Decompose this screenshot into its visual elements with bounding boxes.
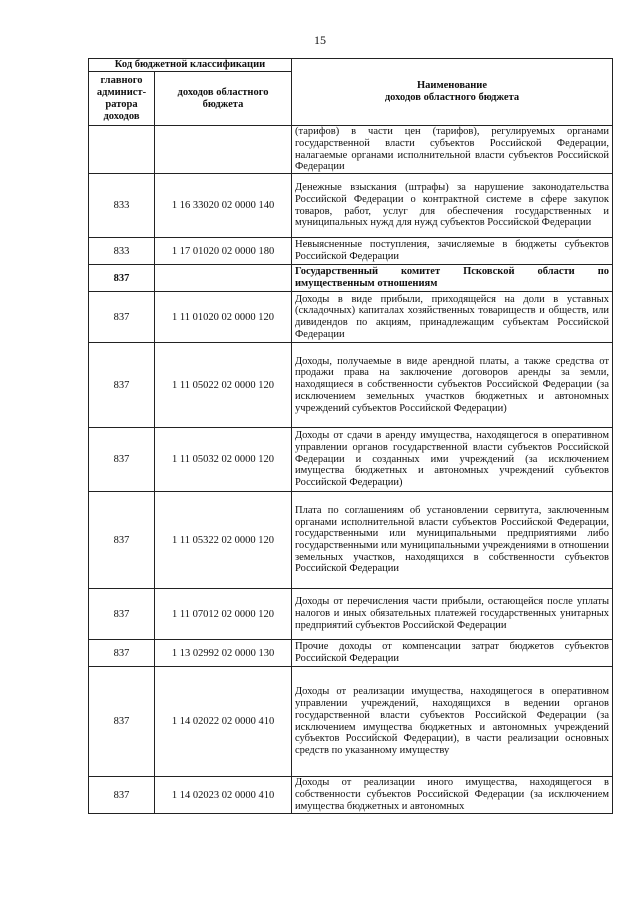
table-row: [89, 292, 613, 343]
table-row: [89, 238, 613, 265]
admin-code-cell: 833: [89, 238, 155, 265]
table-row: [89, 667, 613, 777]
income-code-cell: 1 17 01020 02 0000 180: [155, 238, 292, 265]
income-name-cell: Доходы, получаемые в виде арендной платы, а также средства от продажи права на заключение договоров аренды за земли, находящиеся в собственности субъектов Российской Федерации (за исключением земельных участков бюджетных и автономных учреждений субъектов Российской Федерации): [292, 343, 613, 428]
admin-code-cell: 837: [89, 265, 155, 292]
admin-code-cell: 833: [89, 174, 155, 238]
income-code-cell: 1 11 07012 02 0000 120: [155, 589, 292, 640]
table-row: [89, 265, 613, 292]
income-code-cell: 1 11 05032 02 0000 120: [155, 428, 292, 492]
income-code-header: доходов областного бюджета: [155, 72, 292, 126]
admin-code-cell: 837: [89, 640, 155, 667]
income-code-cell: 1 11 05322 02 0000 120: [155, 492, 292, 589]
admin-code-cell: [89, 126, 155, 174]
table-row: [89, 640, 613, 667]
table-row: [89, 174, 613, 238]
income-code-cell: 1 11 05022 02 0000 120: [155, 343, 292, 428]
income-code-cell: 1 11 01020 02 0000 120: [155, 292, 292, 343]
table-row: [89, 589, 613, 640]
income-code-cell: [155, 265, 292, 292]
income-name-header-line2: доходов областного бюджета: [384, 92, 520, 103]
income-name-cell: Прочие доходы от компенсации затрат бюджетов субъектов Российской Федерации: [292, 640, 613, 667]
table-row: [89, 428, 613, 492]
income-name-cell: Доходы от перечисления части прибыли, остающейся после уплаты налогов и иных обязательных платежей государственных унитарных предприятий субъектов Российской Федерации: [292, 589, 613, 640]
budget-code-group-header: Код бюджетной классификации: [89, 59, 292, 72]
admin-code-cell: 837: [89, 667, 155, 777]
income-name-cell: Доходы в виде прибыли, приходящейся на доли в уставных (складочных) капиталах хозяйственных товариществ и обществ, или дивидендов по акциям, принадлежащим субъектам Российской Федерации: [292, 292, 613, 343]
income-name-cell: Доходы от реализации имущества, находящегося в оперативном управлении учреждений, находящихся в ведении органов государственной власти субъектов Российской Федерации (за исключением имущества бюджетных и автономных учреждений субъектов Российской Федерации), в части реализации основных средств по указанному имуществу: [292, 667, 613, 777]
admin-code-cell: 837: [89, 777, 155, 814]
table-row: [89, 126, 613, 174]
income-name-cell: Денежные взыскания (штрафы) за нарушение законодательства Российской Федерации о контрактной системе в сфере закупок товаров, работ, услуг для обеспечения государственных и муниципальных нужд для нужд субъектов Российской Федерации: [292, 174, 613, 238]
department-title-cell: Государственный комитет Псковской области по имущественным отношениям: [292, 265, 613, 292]
table-row: [89, 777, 613, 814]
income-name-cell: Доходы от сдачи в аренду имущества, находящегося в оперативном управлении органов государственной власти субъектов Российской Федерации и созданных ими учреждений (за исключением имущества бюджетных и автономных учреждений субъектов Российской Федерации): [292, 428, 613, 492]
income-name-cell: Невыясненные поступления, зачисляемые в бюджеты субъектов Российской Федерации: [292, 238, 613, 265]
page-number: 15: [314, 33, 326, 47]
table-row: [89, 492, 613, 589]
admin-code-cell: 837: [89, 492, 155, 589]
income-name-cell: Доходы от реализации иного имущества, находящегося в собственности субъектов Российской Федерации (за исключением имущества бюджетных и автономных: [292, 777, 613, 814]
income-name-cell: Плата по соглашениям об установлении сервитута, заключенным органами исполнительной власти субъектов Российской Федерации, государственными или муниципальными предприятиями либо государственными или муниципальными учреждениями в отношении земельных участков, находящихся в собственности субъектов Российской Федерации: [292, 492, 613, 589]
income-code-cell: 1 14 02023 02 0000 410: [155, 777, 292, 814]
admin-code-cell: 837: [89, 589, 155, 640]
admin-code-cell: 837: [89, 343, 155, 428]
income-name-header-line1: Наименование: [417, 80, 487, 91]
admin-code-header: главного админист-ратора доходов: [89, 72, 155, 126]
income-code-cell: 1 14 02022 02 0000 410: [155, 667, 292, 777]
budget-classification-table: [88, 58, 613, 814]
income-code-cell: 1 16 33020 02 0000 140: [155, 174, 292, 238]
table-row: [89, 343, 613, 428]
income-name-header: [292, 59, 613, 126]
admin-code-cell: 837: [89, 292, 155, 343]
income-code-cell: [155, 126, 292, 174]
admin-code-cell: 837: [89, 428, 155, 492]
income-name-cell: (тарифов) в части цен (тарифов), регулируемых органами государственной власти субъектов Российской Федерации, налагаемые органами исполнительной власти субъектов Российской Федерации: [292, 126, 613, 174]
income-code-cell: 1 13 02992 02 0000 130: [155, 640, 292, 667]
